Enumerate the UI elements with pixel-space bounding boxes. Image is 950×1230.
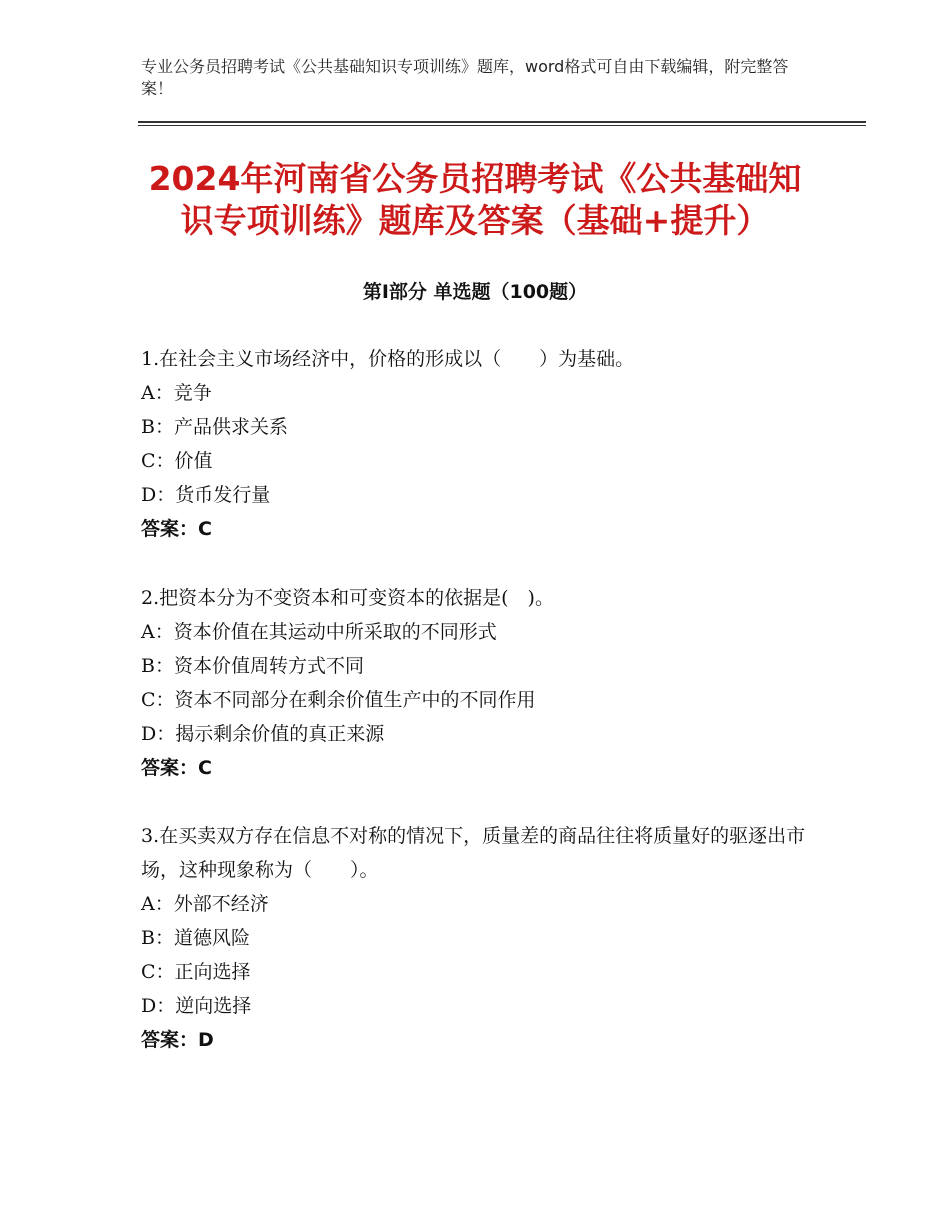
option-d: D：揭示剩余价值的真正来源	[141, 723, 385, 745]
option-a: A：竞争	[141, 382, 212, 404]
answer: 答案：D	[141, 1029, 214, 1051]
section-title: 第Ⅰ部分 单选题（100题）	[362, 281, 588, 303]
question-2	[141, 581, 821, 785]
question-stem: 2.把资本分为不变资本和可变资本的依据是( )。	[141, 587, 554, 609]
option-a: A：外部不经济	[141, 893, 269, 915]
option-a: A：资本价值在其运动中所采取的不同形式	[141, 621, 497, 643]
question-stem: 1.在社会主义市场经济中，价格的形成以（ ）为基础。	[141, 348, 635, 370]
header-rule-thin	[138, 125, 866, 126]
question-3	[141, 819, 821, 1057]
option-c: C：正向选择	[141, 961, 251, 983]
answer: 答案：C	[141, 757, 212, 779]
option-d: D：逆向选择	[141, 995, 252, 1017]
option-b: B：道德风险	[141, 927, 250, 949]
document-title: 2024年河南省公务员招聘考试《公共基础知识专项训练》题库及答案（基础+提升）	[148, 159, 802, 240]
question-1	[141, 342, 821, 546]
option-d: D：货币发行量	[141, 484, 271, 506]
header-rule-thick	[138, 121, 866, 123]
header-note: 专业公务员招聘考试《公共基础知识专项训练》题库，word格式可自由下载编辑，附完整答案！	[141, 57, 789, 98]
option-b: B：产品供求关系	[141, 416, 288, 438]
option-b: B：资本价值周转方式不同	[141, 655, 364, 677]
answer: 答案：C	[141, 518, 212, 540]
option-c: C：价值	[141, 450, 213, 472]
option-c: C：资本不同部分在剩余价值生产中的不同作用	[141, 689, 536, 711]
question-stem: 3.在买卖双方存在信息不对称的情况下，质量差的商品往往将质量好的驱逐出市场，这种现象称为（ ）。	[141, 825, 806, 881]
